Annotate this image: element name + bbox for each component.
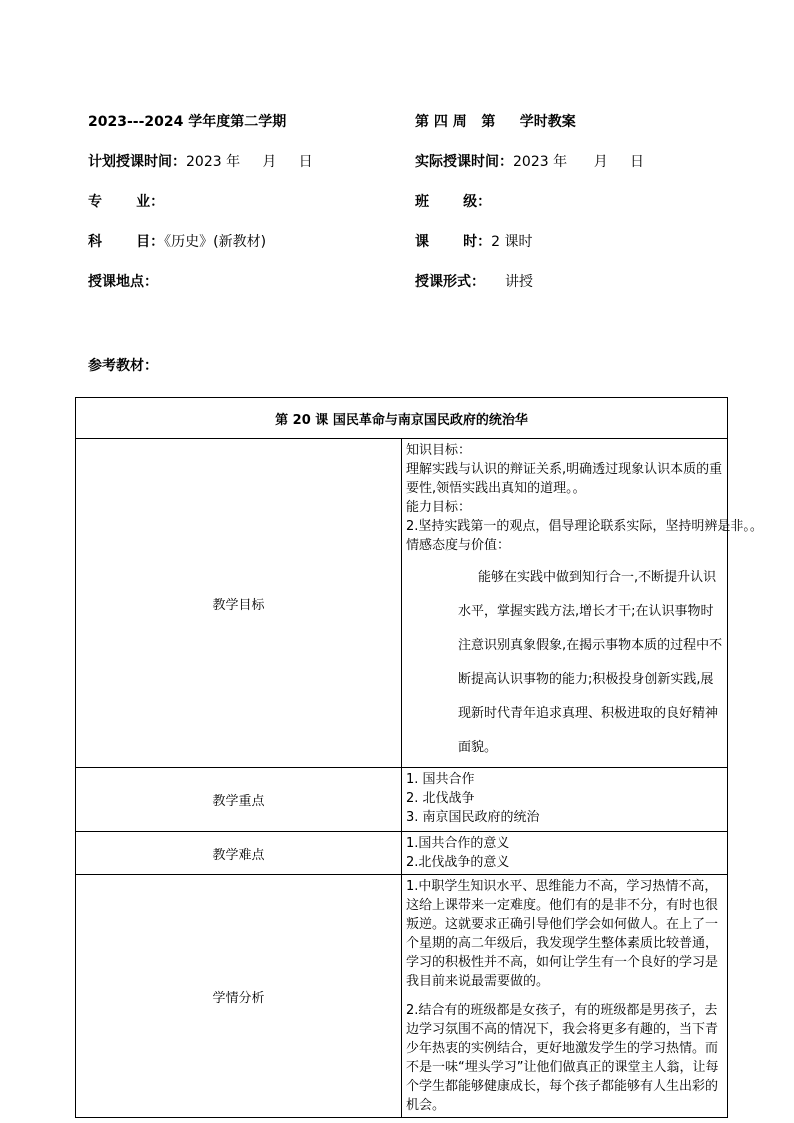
- hours-label: 课 时：: [415, 234, 492, 250]
- difficulties-content: [402, 832, 728, 875]
- subject-label: 科 目：: [88, 234, 165, 250]
- actual-time-label: 实际授课时间：: [415, 154, 513, 170]
- analysis-paragraph-1: 1.中职学生知识水平、思维能力不高，学习热情不高，这给上课带来一定难度。他们有的是非不分，有时也很叛逆。这就要求正确引导他们学会如何做人。在上了一个星期的高二年级后，我发现学生整体素质比较普通，学习的积极性并不高，如何让学生有一个良好的学习是我目前来说最需要做的。: [406, 879, 719, 989]
- reference-label: 参考教材：: [88, 358, 158, 374]
- planned-time-row: [88, 154, 313, 170]
- list-item: 2. 北伐战争: [406, 791, 475, 806]
- class-label: 班 级：: [415, 194, 492, 210]
- actual-time-row: [415, 154, 644, 170]
- knowledge-text: 理解实践与认识的辩证关系,明确透过现象认识本质的重要性,领悟实践出真知的道理。。: [406, 462, 723, 496]
- ability-text: 2.坚持实践第一的观点，倡导理论联系实际，坚持明辨是非。。: [406, 519, 763, 534]
- list-item: 1. 国共合作: [406, 772, 475, 787]
- goals-label: 教学目标: [76, 439, 402, 768]
- lesson-plan-table: [75, 397, 763, 1118]
- term-title: 2023---2024 学年度第二学期: [88, 114, 287, 130]
- table-row: [76, 832, 728, 875]
- form-value: 讲授: [505, 274, 533, 290]
- analysis-label: 学情分析: [76, 875, 402, 1118]
- planned-time-label: 计划授课时间：: [88, 154, 186, 170]
- list-item: 3. 南京国民政府的统治: [406, 810, 540, 825]
- paragraph-gap: [406, 991, 723, 1001]
- hours-value: 2 课时: [491, 234, 533, 250]
- analysis-content: [402, 875, 728, 1118]
- ability-heading: 能力目标：: [406, 500, 472, 515]
- table-row: [76, 398, 728, 439]
- hours-row: [415, 234, 532, 250]
- list-item: 1.国共合作的意义: [406, 836, 510, 851]
- list-item: 2.北伐战争的意义: [406, 855, 510, 870]
- emotion-heading: 情感态度与价值：: [406, 538, 511, 553]
- location-label: 授课地点：: [88, 274, 158, 290]
- form-row: [415, 274, 533, 290]
- table-row: [76, 439, 728, 768]
- table-row: [76, 768, 728, 832]
- knowledge-heading: 知识目标：: [406, 443, 472, 458]
- emotion-text: 能够在实践中做到知行合一,不断提升认识水平，掌握实践方法,增长才干;在认识事物时注意识别真象假象,在揭示事物本质的过程中不断提高认识事物的能力;积极投身创新实践,展现新时代青年追求真理、积极进取的良好精神面貌。: [458, 570, 723, 755]
- lesson-title: 第 20 课 国民革命与南京国民政府的统治华: [76, 398, 728, 439]
- key-points-label: 教学重点: [76, 768, 402, 832]
- form-label: 授课形式：: [415, 274, 485, 290]
- week-plan-title: 第 四 周 第 学时教案: [415, 114, 576, 130]
- subject-value: 《历史》(新教材): [164, 234, 267, 250]
- goals-content: [402, 439, 763, 768]
- key-points-content: [402, 768, 728, 832]
- major-label: 专 业：: [88, 194, 165, 210]
- difficulties-label: 教学难点: [76, 832, 402, 875]
- analysis-paragraph-2: 2.结合有的班级都是女孩子，有的班级都是男孩子，去边学习氛围不高的情况下，我会将更多有趣的，当下青少年热衷的实例结合，更好地激发学生的学习热情。而不是一味“埋头学习”让他们做真正的课堂主人翁，让每个学生都能够健康成长，每个孩子都能够有人生出彩的机会。: [406, 1003, 719, 1113]
- subject-row: [88, 234, 266, 250]
- planned-time-value: 2023 年 月 日: [186, 154, 313, 170]
- table-row: [76, 875, 728, 1118]
- actual-time-value: 2023 年 月 日: [513, 154, 645, 170]
